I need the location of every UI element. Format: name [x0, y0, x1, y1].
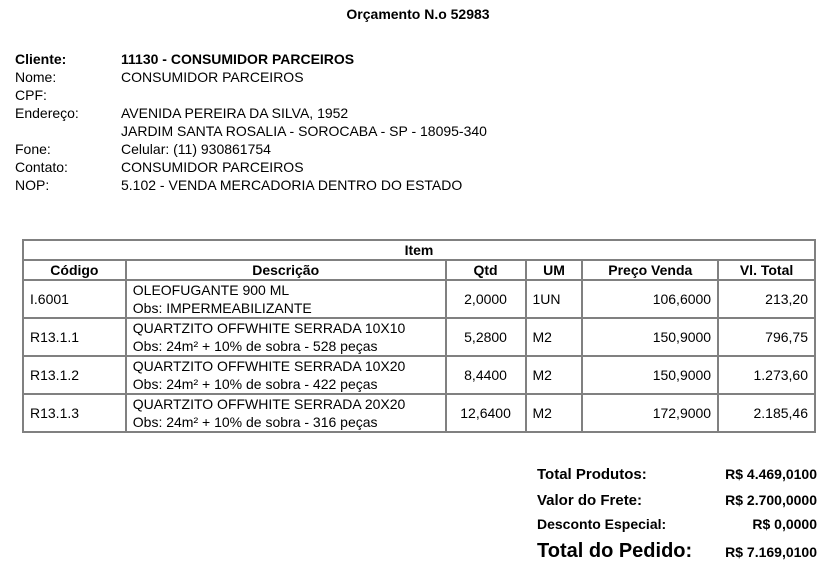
col-header-description: Descrição — [126, 260, 446, 280]
name-row — [15, 68, 487, 86]
group-header-row — [23, 240, 815, 260]
item-obs: Obs: 24m² + 10% de sobra - 422 peças — [132, 376, 378, 392]
address-line2: JARDIM SANTA ROSALIA - SOROCABA - SP - 18095-340 — [121, 123, 487, 139]
address-row-2 — [15, 122, 487, 140]
discount-label: Desconto Especial: — [537, 516, 667, 532]
client-value: 11130 - CONSUMIDOR PARCEIROS — [121, 51, 355, 67]
item-obs: Obs: 24m² + 10% de sobra - 528 peças — [132, 338, 378, 354]
cell-description — [126, 394, 446, 432]
cell-unit: M2 — [526, 394, 583, 432]
cell-price: 172,9000 — [582, 394, 718, 432]
cell-code: R13.1.1 — [23, 318, 126, 356]
client-row — [15, 50, 487, 68]
cell-description — [126, 280, 446, 318]
group-header: Item — [23, 240, 815, 260]
name-value: CONSUMIDOR PARCEIROS — [121, 69, 304, 85]
cell-code: I.6001 — [23, 280, 126, 318]
item-description: QUARTZITO OFFWHITE SERRADA 10X20 — [132, 358, 406, 374]
cell-description — [126, 318, 446, 356]
name-label: Nome: — [15, 69, 57, 85]
cell-unit: 1UN — [526, 280, 583, 318]
total-products-row — [537, 466, 817, 492]
nop-row — [15, 176, 487, 194]
cell-price: 150,9000 — [582, 356, 718, 394]
freight-row — [537, 492, 817, 516]
order-total-label: Total do Pedido: — [537, 540, 693, 562]
discount-value: R$ 0,0000 — [752, 516, 817, 532]
col-header-code: Código — [23, 260, 126, 280]
client-label: Cliente: — [15, 51, 67, 67]
cell-price: 150,9000 — [582, 318, 718, 356]
item-description: QUARTZITO OFFWHITE SERRADA 10X10 — [132, 320, 406, 336]
address-row — [15, 104, 487, 122]
cell-unit: M2 — [526, 356, 583, 394]
col-header-qty: Qtd — [446, 260, 526, 280]
contact-value: CONSUMIDOR PARCEIROS — [121, 159, 304, 175]
cell-qty: 8,4400 — [446, 356, 526, 394]
item-obs: Obs: 24m² + 10% de sobra - 316 peças — [132, 414, 378, 430]
table-row — [23, 394, 815, 432]
cell-description — [126, 356, 446, 394]
cell-price: 106,6000 — [582, 280, 718, 318]
total-products-label: Total Produtos: — [537, 466, 647, 483]
table-row — [23, 280, 815, 318]
cpf-row — [15, 86, 487, 104]
freight-value: R$ 2.700,0000 — [725, 492, 817, 508]
table-row — [23, 318, 815, 356]
document-title: Orçamento N.o 52983 — [346, 6, 490, 22]
item-description: QUARTZITO OFFWHITE SERRADA 20X20 — [132, 396, 406, 412]
cell-total: 213,20 — [718, 280, 815, 318]
cell-qty: 5,2800 — [446, 318, 526, 356]
col-header-unit: UM — [526, 260, 583, 280]
item-description: OLEOFUGANTE 900 ML — [132, 282, 290, 298]
nop-label: NOP: — [15, 177, 50, 193]
order-total-value: R$ 7.169,0100 — [725, 544, 817, 560]
col-header-total: Vl. Total — [718, 260, 815, 280]
totals-summary — [537, 466, 817, 570]
cpf-label: CPF: — [15, 87, 47, 103]
cell-unit: M2 — [526, 318, 583, 356]
total-products-value: R$ 4.469,0100 — [725, 466, 817, 482]
nop-value: 5.102 - VENDA MERCADORIA DENTRO DO ESTADO — [121, 177, 463, 193]
order-total-row — [537, 540, 817, 570]
cell-code: R13.1.3 — [23, 394, 126, 432]
column-header-row — [23, 260, 815, 280]
cell-total: 1.273,60 — [718, 356, 815, 394]
phone-label: Fone: — [15, 141, 51, 157]
col-header-price: Preço Venda — [582, 260, 718, 280]
contact-row — [15, 158, 487, 176]
cell-total: 796,75 — [718, 318, 815, 356]
phone-row — [15, 140, 487, 158]
address-label-2 — [15, 122, 121, 140]
cell-code: R13.1.2 — [23, 356, 126, 394]
address-label: Endereço: — [15, 105, 79, 121]
cell-qty: 2,0000 — [446, 280, 526, 318]
items-table — [22, 239, 816, 433]
table-row — [23, 356, 815, 394]
item-obs: Obs: IMPERMEABILIZANTE — [132, 300, 312, 316]
address-line1: AVENIDA PEREIRA DA SILVA, 1952 — [121, 105, 349, 121]
cell-total: 2.185,46 — [718, 394, 815, 432]
freight-label: Valor do Frete: — [537, 492, 643, 509]
cell-qty: 12,6400 — [446, 394, 526, 432]
phone-value: Celular: (11) 930861754 — [121, 141, 271, 157]
discount-row — [537, 516, 817, 540]
client-info — [15, 50, 487, 194]
contact-label: Contato: — [15, 159, 68, 175]
